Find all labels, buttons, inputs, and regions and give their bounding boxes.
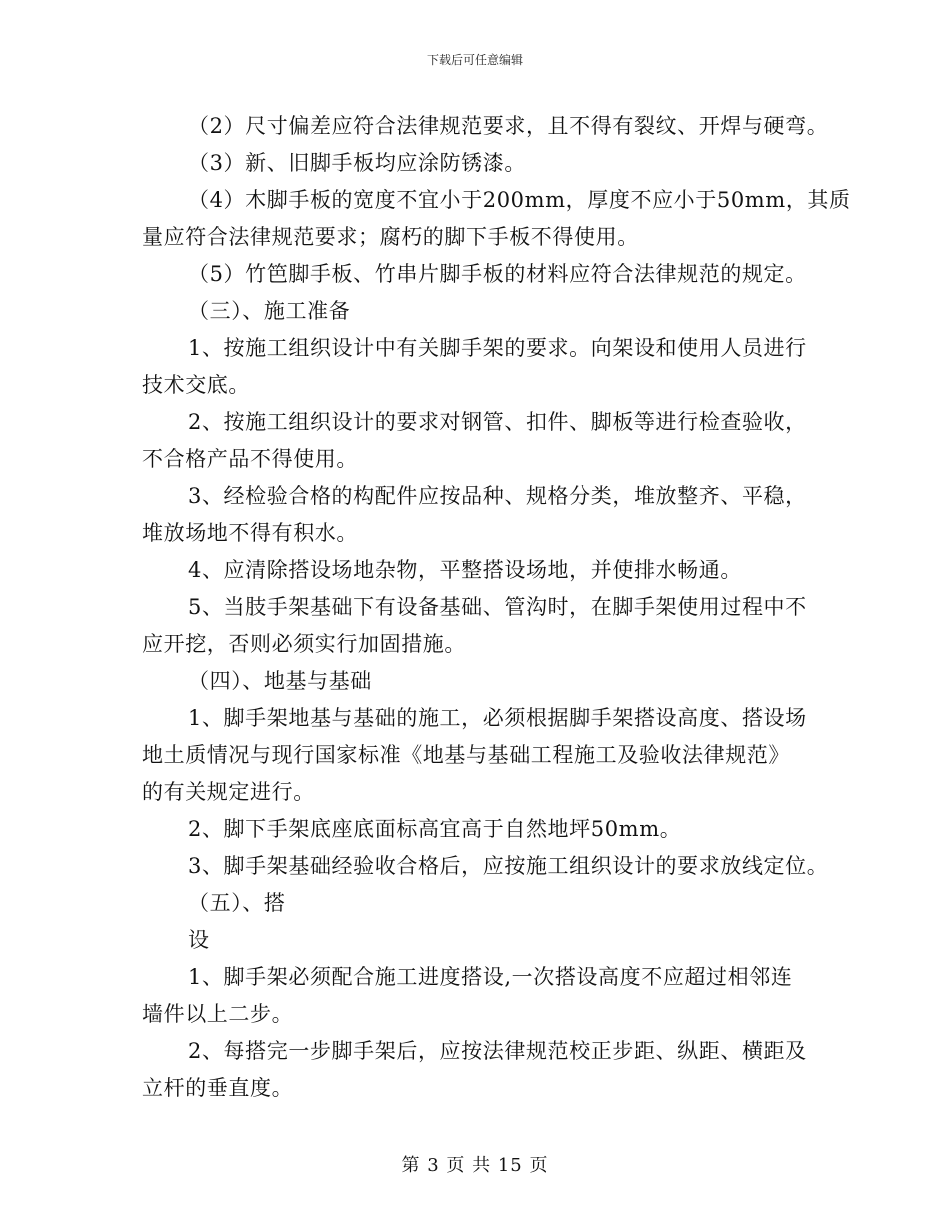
text-line: 堆放场地不得有积水。 xyxy=(142,521,358,545)
text-line: 的有关规定进行。 xyxy=(142,780,315,804)
page-header-note: 下载后可任意编辑 xyxy=(426,53,523,67)
text-line: 立杆的垂直度。 xyxy=(142,1076,294,1100)
text-line: 3、脚手架基础经验收合格后，应按施工组织设计的要求放线定位。 xyxy=(188,854,829,878)
text-line: 技术交底。 xyxy=(142,373,250,397)
text-line: （5）竹笆脚手板、竹串片脚手板的材料应符合法律规范的规定。 xyxy=(188,262,807,286)
text-line: （三）、施工准备 xyxy=(188,299,351,323)
text-line: 1、脚手架地基与基础的施工，必须根据脚手架搭设高度、搭设场 xyxy=(188,706,807,730)
text-line: 应开挖，否则必须实行加固措施。 xyxy=(142,632,466,656)
text-line: （四）、地基与基础 xyxy=(188,669,372,693)
text-line: 地土质情况与现行国家标准《地基与基础工程施工及验收法律规范》 xyxy=(142,743,790,767)
text-line: 2、每搭完一步脚手架后，应按法律规范校正步距、纵距、横距及 xyxy=(188,1039,807,1063)
text-line: 墙件以上二步。 xyxy=(142,1002,294,1026)
page-number: 第 3 页 共 15 页 xyxy=(401,1155,549,1176)
text-line: （4）木脚手板的宽度不宜小于200mm，厚度不应小于50mm，其质 xyxy=(188,188,851,212)
text-line: 2、按施工组织设计的要求对钢管、扣件、脚板等进行检查验收， xyxy=(188,410,807,434)
text-line: 2、脚下手架底座底面标高宜高于自然地坪50mm。 xyxy=(188,817,682,841)
text-line: （五）、搭 xyxy=(188,891,286,915)
text-line: 设 xyxy=(188,928,210,952)
text-line: 5、当肢手架基础下有设备基础、管沟时，在脚手架使用过程中不 xyxy=(188,595,807,619)
text-line: 量应符合法律规范要求；腐朽的脚下手板不得使用。 xyxy=(142,225,639,249)
text-line: 不合格产品不得使用。 xyxy=(142,447,358,471)
text-line: 4、应清除搭设场地杂物，平整搭设场地，并使排水畅通。 xyxy=(188,558,742,582)
document-body xyxy=(142,108,851,1107)
text-line: 1、脚手架必须配合施工进度搭设,一次搭设高度不应超过相邻连 xyxy=(188,965,793,989)
text-line: （2）尺寸偏差应符合法律规范要求，且不得有裂纹、开焊与硬弯。 xyxy=(188,114,829,138)
text-line: 3、经检验合格的构配件应按品种、规格分类，堆放整齐、平稳， xyxy=(188,484,807,508)
text-line: （3）新、旧脚手板均应涂防锈漆。 xyxy=(188,151,526,175)
text-line: 1、按施工组织设计中有关脚手架的要求。向架设和使用人员进行 xyxy=(188,336,807,360)
